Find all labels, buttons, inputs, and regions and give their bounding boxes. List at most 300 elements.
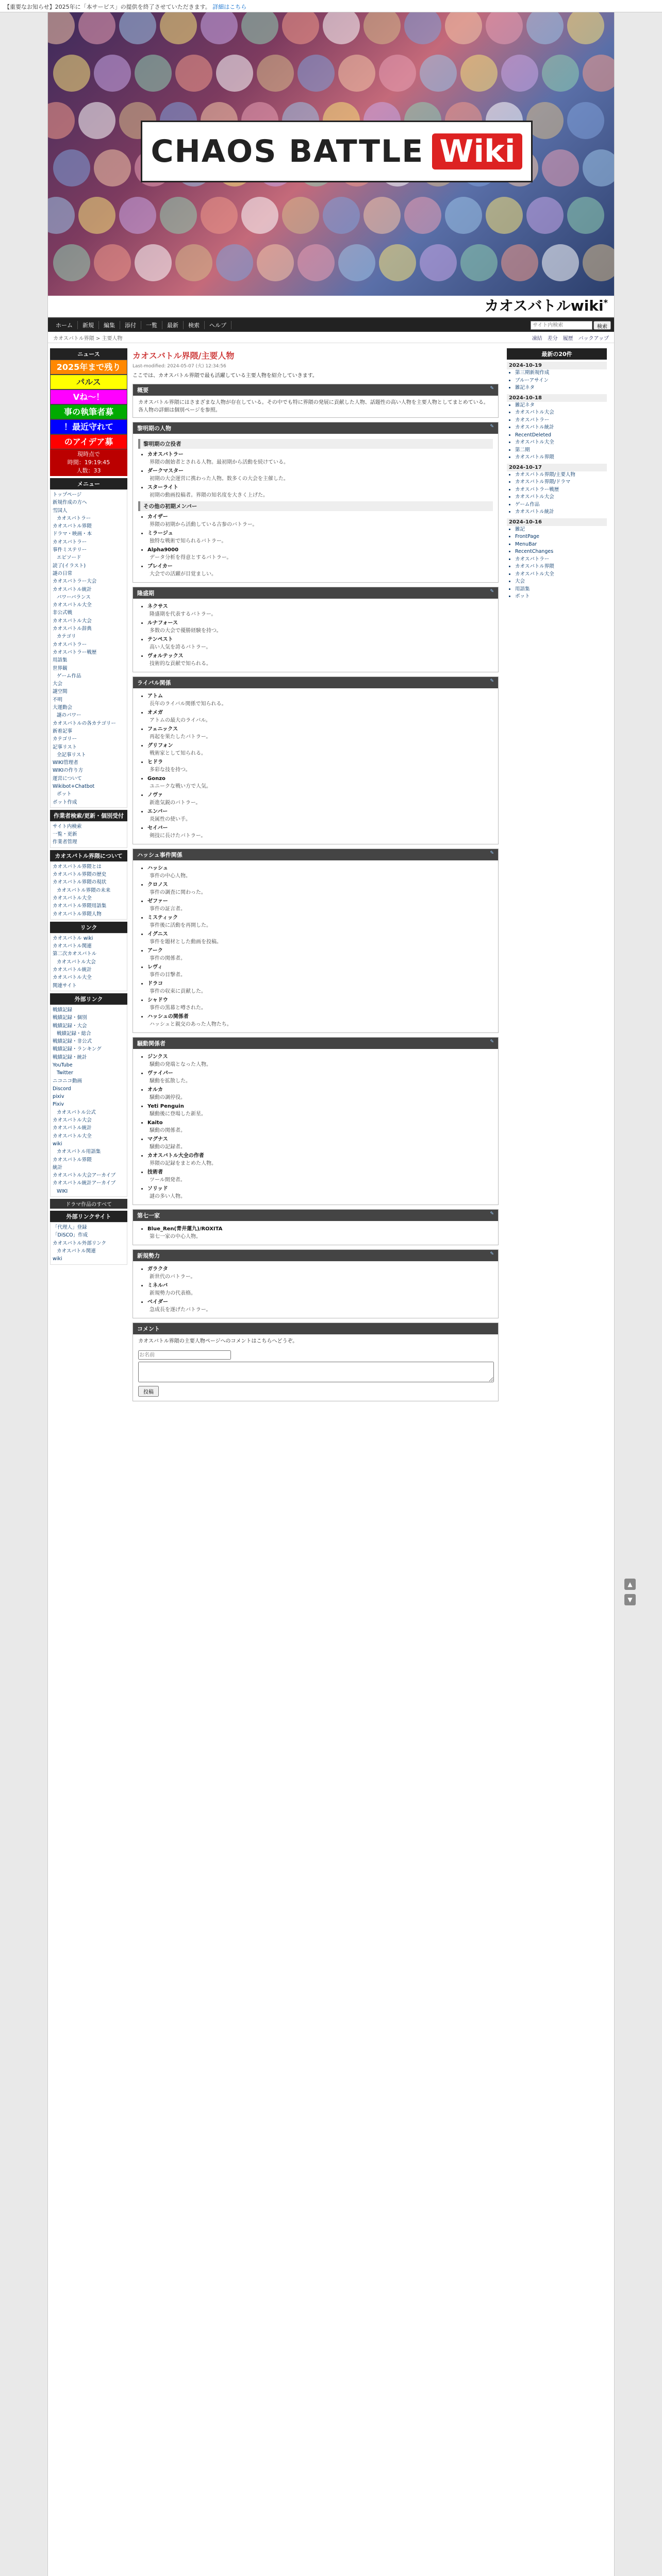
breadcrumb-text[interactable]: カオスバトル界隈 > 主要人物 <box>53 336 123 342</box>
person-name[interactable]: グリフォン <box>147 743 173 749</box>
person-name[interactable]: セイバー <box>147 825 168 831</box>
banner-character-image <box>323 197 360 234</box>
banner-character-image <box>241 12 278 44</box>
menu-item[interactable]: 新着記事 <box>53 728 73 734</box>
person-name[interactable]: ガラクタ <box>147 1266 168 1272</box>
banner-character-image <box>445 197 482 234</box>
recent-list <box>507 471 607 516</box>
edit-icon[interactable]: ✎ <box>490 424 494 429</box>
menu-item[interactable]: ゲーム作品 <box>57 673 81 679</box>
search-button[interactable]: 検索 <box>593 321 611 330</box>
menu-item[interactable]: カオスバトル統計 <box>53 1125 92 1131</box>
menu-item[interactable]: 事件ミステリー <box>53 547 87 553</box>
banner-character-image <box>526 197 564 234</box>
person-name[interactable]: ハッシュ <box>147 866 168 871</box>
search-input[interactable] <box>531 321 592 330</box>
menu-item[interactable]: 戦績記録・総合 <box>57 1030 91 1037</box>
menu-item[interactable]: カオスバトル界隈の未来 <box>57 887 111 893</box>
menu-item[interactable]: 運営について <box>53 775 82 782</box>
person-list <box>138 865 493 1028</box>
menu-item[interactable]: 読了(イラスト) <box>53 563 86 569</box>
nav-item[interactable]: 添付 <box>120 321 141 329</box>
menu-item[interactable]: pixiv <box>53 1094 64 1100</box>
menu-item[interactable]: 記事リスト <box>53 744 77 750</box>
menu-item[interactable]: 用語集 <box>53 657 68 664</box>
person-name[interactable]: ヴォルテックス <box>147 653 184 659</box>
menu-item[interactable]: WIKIの作り方 <box>53 768 84 774</box>
menu-item[interactable]: 謎空間 <box>53 689 68 695</box>
section-text: カオスバトル界隈にはさまざまな人物が存在している。その中でも特に界隈の発展に貢献した人物、話題性の高い人物を主要人物としてまとめている。各人物の詳細は個別ページを参照。 <box>138 400 489 413</box>
person-item <box>147 897 493 913</box>
news-banner[interactable]: のアイデア募 <box>50 434 127 449</box>
menu-item[interactable]: Discord <box>53 1086 71 1092</box>
person-desc: 事件の証言者。 <box>150 906 186 912</box>
person-desc: 急成長を遂げたバトラー。 <box>150 1307 211 1313</box>
banner-character-image <box>379 55 416 92</box>
person-item <box>147 930 493 946</box>
person-name[interactable]: フェニックス <box>147 726 178 732</box>
menu-item[interactable]: 新規作成の方へ <box>53 500 87 506</box>
recent-item[interactable]: • 第三期新規作成 <box>515 369 607 377</box>
person-name[interactable]: 技術者 <box>147 1170 163 1175</box>
menu-item[interactable]: YouTube <box>53 1062 73 1068</box>
section-heading <box>133 1038 498 1049</box>
menu-item[interactable]: 戦績記録・大会 <box>53 1023 87 1029</box>
menu-item[interactable]: カオスバトル大全 <box>53 895 92 901</box>
person-name[interactable]: ヒドラ <box>147 759 163 765</box>
person-desc: 高い人気を誇るバトラー。 <box>150 645 211 650</box>
banner-character-image <box>53 244 90 281</box>
menu-item[interactable]: ニコニコ動画 <box>53 1078 82 1084</box>
content-section <box>133 587 499 672</box>
recent-item[interactable]: • カオスバトル界隈/ドラマ <box>515 479 607 486</box>
section-body <box>133 1261 498 1318</box>
banner-character-image <box>48 102 75 139</box>
menu-item[interactable]: カオスバトラー大会 <box>53 579 97 585</box>
menu-item[interactable]: 第二次カオスバトル <box>53 951 97 957</box>
site-container <box>47 12 633 2576</box>
person-desc: 謎の多い人物。 <box>150 1194 186 1199</box>
person-name[interactable]: クロノス <box>147 882 168 888</box>
person-item <box>147 619 493 635</box>
menu-item[interactable]: カテゴリ <box>57 634 76 640</box>
person-item <box>147 513 493 529</box>
menu-item[interactable]: 戦績記録・非公式 <box>53 1039 92 1045</box>
person-name[interactable]: ハッシュの関係者 <box>147 1014 189 1020</box>
menu-item[interactable]: 全記事リスト <box>57 752 86 758</box>
content-section <box>133 422 499 583</box>
menu-item[interactable]: 不明 <box>53 697 63 703</box>
nav-item[interactable]: 新規 <box>78 321 99 329</box>
banner-character-image <box>175 244 212 281</box>
recent-item[interactable]: • ボット <box>515 593 607 601</box>
menu-item[interactable]: Pixiv <box>53 1101 64 1108</box>
person-item <box>147 1070 493 1085</box>
person-name[interactable]: Gonzo <box>147 776 166 782</box>
person-desc: 界隈の初期から活動している古参のバトラー。 <box>150 522 258 528</box>
menu-item[interactable]: カオスバトル関連 <box>53 943 92 950</box>
menu-item[interactable]: 謎のパワー <box>57 713 81 719</box>
person-list <box>138 603 493 668</box>
person-desc: 隆盛期を代表するバトラー。 <box>150 612 217 617</box>
menu-item[interactable]: カオスバトラー <box>57 515 91 521</box>
person-item <box>147 980 493 995</box>
recent-date: 2024-10-16 <box>507 518 607 526</box>
menu-item[interactable]: 作業者管理 <box>53 839 77 845</box>
nav-item[interactable]: 検索 <box>184 321 205 329</box>
menu-item[interactable]: wiki <box>53 1141 62 1147</box>
person-desc: 初期の大会運営に携わった人物。数多くの大会を主催した。 <box>150 476 289 482</box>
menu-item[interactable]: カオスバトル界隈用語集 <box>53 903 107 909</box>
news-banner[interactable]: Vね〜！ <box>50 389 127 404</box>
menu-item[interactable]: 謎の日常 <box>53 570 73 577</box>
recent-item[interactable]: • 大会 <box>515 578 607 586</box>
person-desc: 戦術家として知られる。 <box>150 751 206 756</box>
person-name[interactable]: ベイダー <box>147 1299 168 1305</box>
person-name[interactable]: Alpha9000 <box>147 547 179 553</box>
person-list <box>138 1225 493 1241</box>
person-item <box>147 1298 493 1314</box>
menu-item[interactable]: カオスバトル外部リンク <box>53 1240 107 1246</box>
person-desc: 事件後に活動を再開した。 <box>150 923 211 928</box>
count-box <box>50 449 127 476</box>
menu-item[interactable]: カオスバトル大会 <box>53 1117 92 1124</box>
left-menu-3 <box>50 861 127 920</box>
menu-item[interactable]: カオスバトル界隈人物 <box>53 911 102 917</box>
page-title: カオスバトル界隈/主要人物 <box>133 351 235 361</box>
notice-link[interactable]: 詳細はこちら <box>212 4 247 10</box>
recent-item[interactable]: • RecentDeleted <box>515 432 607 439</box>
menu-item[interactable]: カオスバトル関連 <box>57 1248 96 1254</box>
menu-item[interactable]: 「DiSCO」作成 <box>53 1232 88 1239</box>
comment-name-input[interactable] <box>138 1350 231 1360</box>
left-menu-6 <box>50 1222 127 1264</box>
person-name[interactable]: アーク <box>147 948 163 954</box>
person-name[interactable]: アトム <box>147 693 163 699</box>
menu-item[interactable]: カオスバトル大全 <box>53 1133 92 1139</box>
news-banner[interactable]: パルス <box>50 375 127 389</box>
menu-item[interactable]: 関連サイト <box>53 982 77 989</box>
menu-item[interactable]: 雪国人 <box>53 507 68 514</box>
menu-item[interactable]: 戦績記録・ランキング <box>53 1046 102 1053</box>
banner-character-image <box>119 12 156 44</box>
banner-character-image <box>379 244 416 281</box>
recent-item[interactable]: • 雑記ネタ <box>515 402 607 410</box>
menu-item[interactable]: カオスバトル大会アーカイブ <box>53 1173 116 1179</box>
right-sidebar <box>504 346 607 1401</box>
banner-character-image <box>216 55 253 92</box>
person-item <box>147 636 493 651</box>
banner-character-image <box>201 12 238 44</box>
person-desc: アトムの最大のライバル。 <box>150 718 211 723</box>
recent-item[interactable]: • 第二期 <box>515 447 607 454</box>
recent-item[interactable]: • カオスバトル界隈 <box>515 454 607 462</box>
nav-item[interactable]: 編集 <box>99 321 120 329</box>
news-banner[interactable]: 事の執筆者募 <box>50 404 127 419</box>
menu-item[interactable]: 大会 <box>53 681 63 687</box>
menu-item[interactable]: 大運動会 <box>53 705 73 711</box>
person-name[interactable]: ミスティック <box>147 915 178 921</box>
breadcrumb-tool[interactable]: 履歴 <box>562 336 573 342</box>
menu6-head: 外部リンクサイト <box>50 1211 127 1222</box>
section-heading <box>133 677 498 688</box>
recent-date: 2024-10-18 <box>507 394 607 402</box>
content-section <box>133 849 499 1033</box>
breadcrumb-tool[interactable]: 凍結 <box>532 336 542 342</box>
menu-item[interactable]: 戦績記録・個別 <box>53 1015 87 1021</box>
menu-item[interactable]: カオスバトル用語集 <box>57 1149 101 1155</box>
menu-item[interactable]: カオスバトルの各カテゴリー <box>53 720 116 726</box>
banner-character-image <box>567 102 604 139</box>
person-name[interactable]: テンペスト <box>147 637 173 642</box>
person-desc: 騒動の調停役。 <box>150 1095 186 1100</box>
menu-item[interactable]: カオスバトル大会 <box>57 959 96 965</box>
menu-item[interactable]: カオスバトル統計アーカイブ <box>53 1180 116 1187</box>
nav-item[interactable]: ヘルプ <box>205 321 231 329</box>
nav-item[interactable]: 最新 <box>162 321 184 329</box>
breadcrumb-tool[interactable]: 差分 <box>547 336 558 342</box>
banner-character-image <box>583 55 614 92</box>
menu-item[interactable]: wiki <box>53 1256 62 1262</box>
menu-item[interactable]: カオスバトラー <box>53 539 87 545</box>
person-item <box>147 692 493 708</box>
recent-item[interactable]: • カオスバトル大会 <box>515 409 607 417</box>
recent-item[interactable]: • カオスバトル大会 <box>515 494 607 501</box>
person-name[interactable]: オメガ <box>147 710 163 716</box>
recent-item[interactable]: • 用語集 <box>515 586 607 594</box>
person-name[interactable]: スターライト <box>147 485 178 490</box>
person-item <box>147 758 493 774</box>
person-item <box>147 1103 493 1118</box>
person-name[interactable]: カオスバトラー <box>147 452 184 457</box>
menu-item[interactable]: カオスバトル辞典 <box>53 626 92 632</box>
person-name[interactable]: ドラコ <box>147 981 163 987</box>
menu-item[interactable]: ボット作成 <box>53 799 77 805</box>
recent-item[interactable]: • FrontPage <box>515 533 607 541</box>
person-desc: データ分析を得意とするバトラー。 <box>150 555 232 561</box>
count-head: 現時点で <box>77 451 100 457</box>
edit-icon[interactable]: ✎ <box>490 851 494 856</box>
menu-item[interactable]: カオスバトル大会 <box>53 618 92 624</box>
section-body <box>133 860 498 1032</box>
site-logo[interactable] <box>141 121 533 182</box>
menu-item[interactable]: 一覧・更新 <box>53 832 77 838</box>
menu-item[interactable]: カオスバトル統計 <box>53 967 92 973</box>
recent-item[interactable]: • カオスバトル界隈/主要人物 <box>515 471 607 479</box>
recent-item[interactable]: • 雑記ネタ <box>515 384 607 392</box>
recent-item[interactable]: • カオスバトル統計 <box>515 509 607 516</box>
menu-item[interactable]: パワーバランス <box>57 594 91 600</box>
person-desc: 界隈の創始者とされる人物。最初期から活動を続けている。 <box>150 460 289 465</box>
menu-item[interactable]: トップページ <box>53 492 82 498</box>
menu-item[interactable]: カオスバトル大全 <box>53 975 92 981</box>
left-button[interactable]: ドラマ作品のすべて <box>50 1199 127 1209</box>
person-name[interactable]: エンバー <box>147 809 168 815</box>
person-name[interactable]: ルナフォース <box>147 620 178 626</box>
nav-item[interactable]: ホーム <box>51 321 78 329</box>
content-section <box>133 676 499 844</box>
site-title[interactable] <box>485 295 608 315</box>
recent-item[interactable]: • カオスバトル大全 <box>515 571 607 579</box>
banner-character-image <box>78 12 115 44</box>
person-desc: 騒動の記録者。 <box>150 1144 186 1150</box>
menu-item[interactable]: カオスバトル界隈 <box>53 1157 92 1163</box>
menu-item[interactable]: カオスバトラー <box>53 641 87 648</box>
recent-head: 最新の20件 <box>507 348 607 360</box>
person-name[interactable]: カオスバトル大全の作者 <box>147 1153 204 1159</box>
menu-item[interactable]: 戦績記録・統計 <box>53 1054 87 1060</box>
breadcrumb-tool[interactable]: バックアップ <box>578 336 609 342</box>
menu-item[interactable]: カオスバトラー戦歴 <box>53 649 97 655</box>
menu-item[interactable]: カオスバトル統計 <box>53 586 92 592</box>
banner-character-image <box>241 197 278 234</box>
menu-item[interactable]: カオスバトル界隈の歴史 <box>53 872 107 878</box>
menu-item[interactable]: カオスバトル界隈とは <box>53 863 102 870</box>
edit-icon[interactable]: ✎ <box>490 1039 494 1044</box>
banner-character-image <box>160 12 197 44</box>
menu-item[interactable]: カオスバトル大全 <box>53 602 92 608</box>
person-desc: 事件の黒幕と噂された。 <box>150 1005 206 1011</box>
edit-icon[interactable]: ✎ <box>490 386 494 391</box>
banner-character-image <box>119 197 156 234</box>
menu-item[interactable]: Twitter <box>57 1070 73 1076</box>
banner-character-image <box>567 12 604 44</box>
person-item <box>147 1225 493 1241</box>
person-name[interactable]: レヴィ <box>147 964 163 970</box>
scroll-up-icon[interactable]: ▲ <box>624 1579 636 1590</box>
person-name[interactable]: ブレイカー <box>147 564 173 569</box>
menu-item[interactable]: 非公式戦 <box>53 610 73 616</box>
banner-character-image <box>486 197 523 234</box>
menu-item[interactable]: カテゴリー <box>53 736 77 742</box>
site-banner <box>48 12 614 296</box>
person-name[interactable]: マグナス <box>147 1137 168 1142</box>
main-content <box>127 346 504 1401</box>
recent-item[interactable]: • カオスバトル界隈 <box>515 563 607 571</box>
person-name[interactable]: Yeti Penguin <box>147 1104 184 1109</box>
person-item <box>147 530 493 545</box>
person-list <box>138 1053 493 1200</box>
menu-item[interactable]: 統計 <box>53 1164 63 1171</box>
menu-item[interactable]: 戦績記録 <box>53 1007 73 1013</box>
person-name[interactable]: イグニス <box>147 931 168 937</box>
menu-item[interactable]: 世界観 <box>53 665 68 671</box>
banner-character-image <box>257 244 294 281</box>
person-name[interactable]: ダークマスター <box>147 468 184 474</box>
person-name[interactable]: ミネルバ <box>147 1283 168 1289</box>
nav-item[interactable]: 一覧 <box>141 321 162 329</box>
person-name[interactable]: シャドウ <box>147 997 168 1003</box>
banner-character-image <box>78 197 115 234</box>
banner-character-image <box>201 197 238 234</box>
person-name[interactable]: ノヴァ <box>147 792 163 798</box>
menu-item[interactable]: ボット <box>57 791 72 798</box>
menu-item[interactable]: 「代理人」登録 <box>53 1225 87 1231</box>
recent-item[interactable]: • カオスバトラー <box>515 556 607 564</box>
person-name[interactable]: ミラージュ <box>147 531 173 536</box>
menu-item[interactable]: カオスバトル界隈の現状 <box>53 879 107 886</box>
recent-item[interactable]: • ゲーム作品 <box>515 501 607 509</box>
person-item <box>147 1013 493 1028</box>
person-name[interactable]: ジンクス <box>147 1054 168 1060</box>
banner-character-image <box>216 244 253 281</box>
menu-item[interactable]: WIKI <box>57 1188 68 1194</box>
news-banner[interactable]: ！最近守れて <box>50 419 127 434</box>
menu-item[interactable]: Wikibot+Chatbot <box>53 783 95 789</box>
person-name[interactable]: Kaito <box>147 1120 163 1126</box>
menu-item[interactable]: ドラマ・映画・本 <box>53 531 92 537</box>
recent-item[interactable]: • カオスバトラー戦歴 <box>515 486 607 494</box>
person-name[interactable]: ネクサス <box>147 604 168 609</box>
person-name[interactable]: ゼファー <box>147 899 168 904</box>
section-heading <box>133 1210 498 1221</box>
person-name[interactable]: ソリッド <box>147 1186 168 1192</box>
scroll-down-icon[interactable]: ▼ <box>624 1594 636 1605</box>
recent-date: 2024-10-17 <box>507 464 607 471</box>
news-banner[interactable]: 2025年まで残り <box>50 360 127 375</box>
comment-submit-button[interactable]: 投稿 <box>138 1386 159 1397</box>
menu3-head: カオスバトル界隈について <box>50 850 127 861</box>
person-desc: 新進気鋭のバトラー。 <box>150 800 201 806</box>
recent-item[interactable]: • カオスバトル統計 <box>515 424 607 432</box>
recent-item[interactable]: • カオスバトラー <box>515 417 607 425</box>
recent-item[interactable]: • ブルーアサイン <box>515 377 607 385</box>
edit-icon[interactable]: ✎ <box>490 589 494 594</box>
person-desc: 炎属性の使い手。 <box>150 817 191 822</box>
person-desc: 事件の関係者。 <box>150 956 186 961</box>
section-title: 隆盛期 <box>137 590 154 597</box>
recent-list <box>507 526 607 601</box>
person-desc: 多彩な技を持つ。 <box>150 767 191 773</box>
banner-character-image <box>486 12 523 44</box>
person-desc: 事件の収束に貢献した。 <box>150 989 206 994</box>
left-sidebar <box>50 346 127 1401</box>
recent-item[interactable]: • RecentChanges <box>515 548 607 556</box>
person-name[interactable]: Blue_Ren(青井蓮九)/ROXITA <box>147 1226 223 1232</box>
person-name[interactable]: ヴァイパー <box>147 1071 173 1076</box>
person-item <box>147 881 493 896</box>
banner-character-image <box>501 55 538 92</box>
menu4-head: リンク <box>50 922 127 933</box>
banner-character-image <box>542 55 579 92</box>
recent-item[interactable]: • 雑記 <box>515 526 607 534</box>
edit-icon[interactable]: ✎ <box>490 1251 494 1257</box>
banner-character-image <box>53 55 90 92</box>
menu-item[interactable]: カオスバトル wiki <box>53 935 93 941</box>
menu-item[interactable]: サイト内検索 <box>53 823 82 829</box>
menu-item[interactable]: エピソード <box>57 555 81 561</box>
recent-item[interactable]: • MenuBar <box>515 541 607 549</box>
edit-icon[interactable]: ✎ <box>490 1211 494 1216</box>
recent-date: 2024-10-19 <box>507 362 607 369</box>
comment-textarea[interactable] <box>138 1362 494 1382</box>
top-nav <box>48 318 614 332</box>
person-desc: 事件の中心人物。 <box>150 873 191 879</box>
notice-bar <box>0 0 662 12</box>
left-menu-4 <box>50 933 127 991</box>
section-heading <box>133 587 498 599</box>
person-name[interactable]: オルカ <box>147 1087 163 1093</box>
menu-item[interactable]: カオスバトル界隈 <box>53 523 92 530</box>
banner-character-image <box>542 244 579 281</box>
news-head: ニュース <box>50 348 127 360</box>
section-title: 新規勢力 <box>137 1252 160 1259</box>
person-name[interactable]: カイザー <box>147 514 168 520</box>
menu-item[interactable]: WIKI管理者 <box>53 760 78 766</box>
menu-item[interactable]: カオスバトル公式 <box>57 1109 96 1115</box>
recent-item[interactable]: • カオスバトル大全 <box>515 439 607 447</box>
edit-icon[interactable]: ✎ <box>490 679 494 684</box>
